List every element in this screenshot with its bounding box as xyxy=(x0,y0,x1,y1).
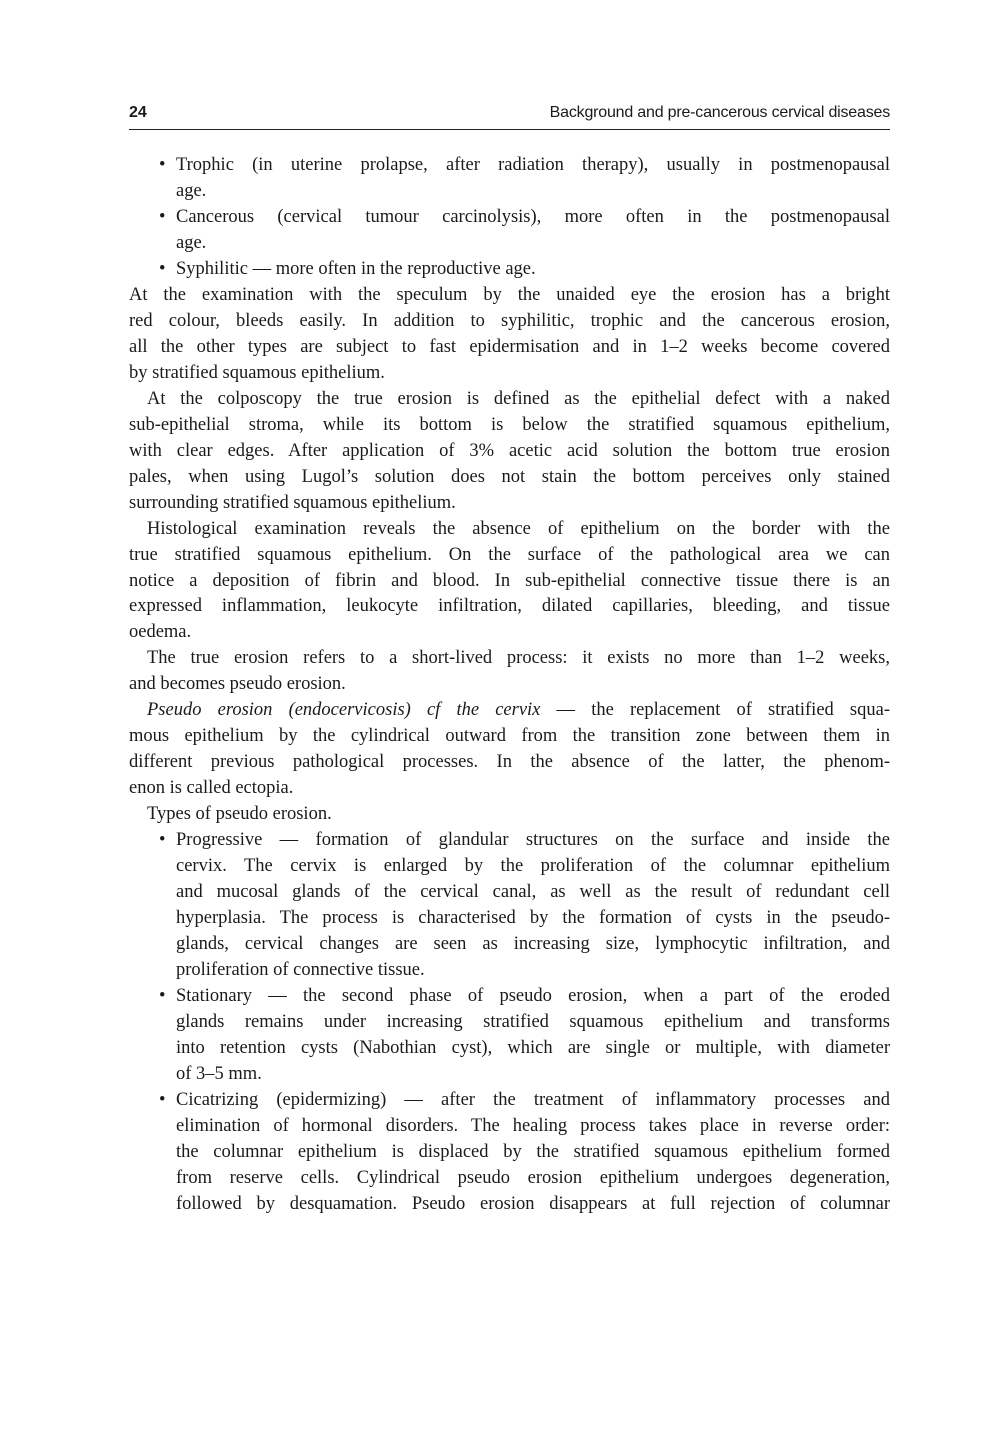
text-line xyxy=(129,438,890,464)
line-text: Types of pseudo erosion. xyxy=(147,804,332,825)
line-text: and becomes pseudo erosion. xyxy=(129,674,346,695)
text-line xyxy=(129,308,890,334)
text-line xyxy=(129,334,890,360)
line-text: Stationary — the second phase of pseudo erosion, when a part of the eroded xyxy=(176,986,890,1007)
bullet-item-line xyxy=(159,152,890,178)
text-line xyxy=(176,1113,890,1139)
italic-term: Pseudo erosion (endocervicosis) cf the cervix xyxy=(147,700,541,721)
text-line xyxy=(176,178,890,204)
line-text: proliferation of connective tissue. xyxy=(176,960,425,981)
line-text: from reserve cells. Cylindrical pseudo erosion epithelium undergoes degeneration, xyxy=(176,1167,890,1188)
text-line xyxy=(129,671,890,697)
running-title: Background and pre-cancerous cervical diseases xyxy=(549,104,890,121)
line-text: followed by desquamation. Pseudo erosion disappears at full rejection of columnar xyxy=(176,1193,890,1214)
text-line xyxy=(129,723,890,749)
text-line xyxy=(176,1035,890,1061)
line-text: and mucosal glands of the cervical canal, as well as the result of redundant cell xyxy=(176,882,890,903)
line-text: surrounding stratified squamous epithelium. xyxy=(129,492,456,513)
line-text: glands remains under increasing stratified squamous epithelium and transforms xyxy=(176,1012,890,1032)
line-text: notice a deposition of fibrin and blood. In sub-epithelial connective tissue there is an xyxy=(129,570,890,591)
bullet-icon: • xyxy=(159,258,166,279)
line-text: red colour, bleeds easily. In addition to syphilitic, trophic and the cancerous erosion, xyxy=(129,310,890,331)
line-text: age. xyxy=(176,180,207,201)
text-line xyxy=(176,1191,890,1217)
line-text: Progressive — formation of glandular structures on the surface and inside the xyxy=(176,830,890,851)
text-line xyxy=(129,619,890,645)
bullet-icon: • xyxy=(159,986,166,1007)
line-text: — the replacement of stratified squa- xyxy=(540,700,890,721)
text-line xyxy=(147,386,890,412)
bullet-item-line xyxy=(159,827,890,853)
line-text: hyperplasia. The process is characterised by the formation of cysts in the pseudo- xyxy=(176,908,890,929)
page-number: 24 xyxy=(129,104,147,121)
line-text: Histological examination reveals the absence of epithelium on the border with the xyxy=(147,518,890,539)
text-line xyxy=(129,593,890,619)
text-line xyxy=(176,1139,890,1165)
line-text: the columnar epithelium is displaced by the stratified squamous epithelium formed xyxy=(176,1141,890,1162)
text-line xyxy=(129,542,890,568)
text-line xyxy=(176,905,890,931)
line-text: The true erosion refers to a short-lived process: it exists no more than 1–2 weeks, xyxy=(147,648,890,669)
line-text: by stratified squamous epithelium. xyxy=(129,362,385,383)
text-line xyxy=(129,568,890,594)
line-text: elimination of hormonal disorders. The healing process takes place in reverse order: xyxy=(176,1115,890,1136)
line-text: cervix. The cervix is enlarged by the proliferation of the columnar epithelium xyxy=(176,856,890,877)
text-line xyxy=(147,697,890,723)
text-line xyxy=(129,490,890,516)
text-line xyxy=(176,853,890,879)
bullet-item-line xyxy=(159,983,890,1009)
text-line xyxy=(147,801,890,827)
bullet-item-line xyxy=(159,1087,890,1113)
line-text: all the other types are subject to fast epidermisation and in 1–2 weeks become covered xyxy=(129,336,890,357)
line-text: At the examination with the speculum by the unaided eye the erosion has a bright xyxy=(129,284,890,305)
line-text: with clear edges. After application of 3% acetic acid solution the bottom true erosion xyxy=(129,440,890,461)
text-line xyxy=(147,645,890,671)
bullet-item-line xyxy=(159,204,890,230)
text-line xyxy=(129,412,890,438)
text-line xyxy=(176,1061,890,1087)
line-text: into retention cysts (Nabothian cyst), which are single or multiple, with diameter xyxy=(176,1037,890,1058)
line-text: Cancerous (cervical tumour carcinolysis), more often in the postmenopausal xyxy=(176,206,890,227)
text-line xyxy=(176,931,890,957)
line-text: Cicatrizing (epidermizing) — after the treatment of inflammatory processes and xyxy=(176,1089,890,1110)
bullet-icon: • xyxy=(159,830,166,851)
line-text: At the colposcopy the true erosion is defined as the epithelial defect with a naked xyxy=(147,388,890,409)
bullet-icon: • xyxy=(159,1089,166,1110)
text-line xyxy=(129,360,890,386)
line-text: true stratified squamous epithelium. On the surface of the pathological area we can xyxy=(129,544,890,565)
text-line xyxy=(129,749,890,775)
line-text: oedema. xyxy=(129,622,192,643)
text-line xyxy=(176,230,890,256)
line-text: Syphilitic — more often in the reproductive age. xyxy=(176,258,536,279)
text-line xyxy=(176,879,890,905)
running-header xyxy=(129,104,890,128)
text-line xyxy=(129,775,890,801)
text-line xyxy=(147,516,890,542)
line-text: pales, when using Lugol’s solution does not stain the bottom perceives only stained xyxy=(129,466,890,487)
line-text: age. xyxy=(176,232,207,253)
text-line xyxy=(176,1009,890,1035)
line-text: of 3–5 mm. xyxy=(176,1063,262,1084)
text-line xyxy=(176,957,890,983)
line-text: glands, cervical changes are seen as increasing size, lymphocytic infiltration, and xyxy=(176,934,890,955)
line-text: different previous pathological processes. In the absence of the latter, the phenom- xyxy=(129,752,890,773)
line-text: mous epithelium by the cylindrical outward from the transition zone between them in xyxy=(129,726,890,747)
text-line xyxy=(129,464,890,490)
text-line xyxy=(176,1165,890,1191)
bullet-item-line xyxy=(159,256,890,282)
line-text: expressed inflammation, leukocyte infiltration, dilated capillaries, bleeding, and tissue xyxy=(129,596,890,617)
line-text: enon is called ectopia. xyxy=(129,778,294,799)
line-text: sub-epithelial stroma, while its bottom is below the stratified squamous epithelium, xyxy=(129,414,890,435)
text-line xyxy=(129,282,890,308)
bullet-icon: • xyxy=(159,206,166,227)
bullet-icon: • xyxy=(159,155,166,175)
header-rule xyxy=(129,129,890,130)
line-text: Trophic (in uterine prolapse, after radiation therapy), usually in postmenopausal xyxy=(176,155,890,175)
